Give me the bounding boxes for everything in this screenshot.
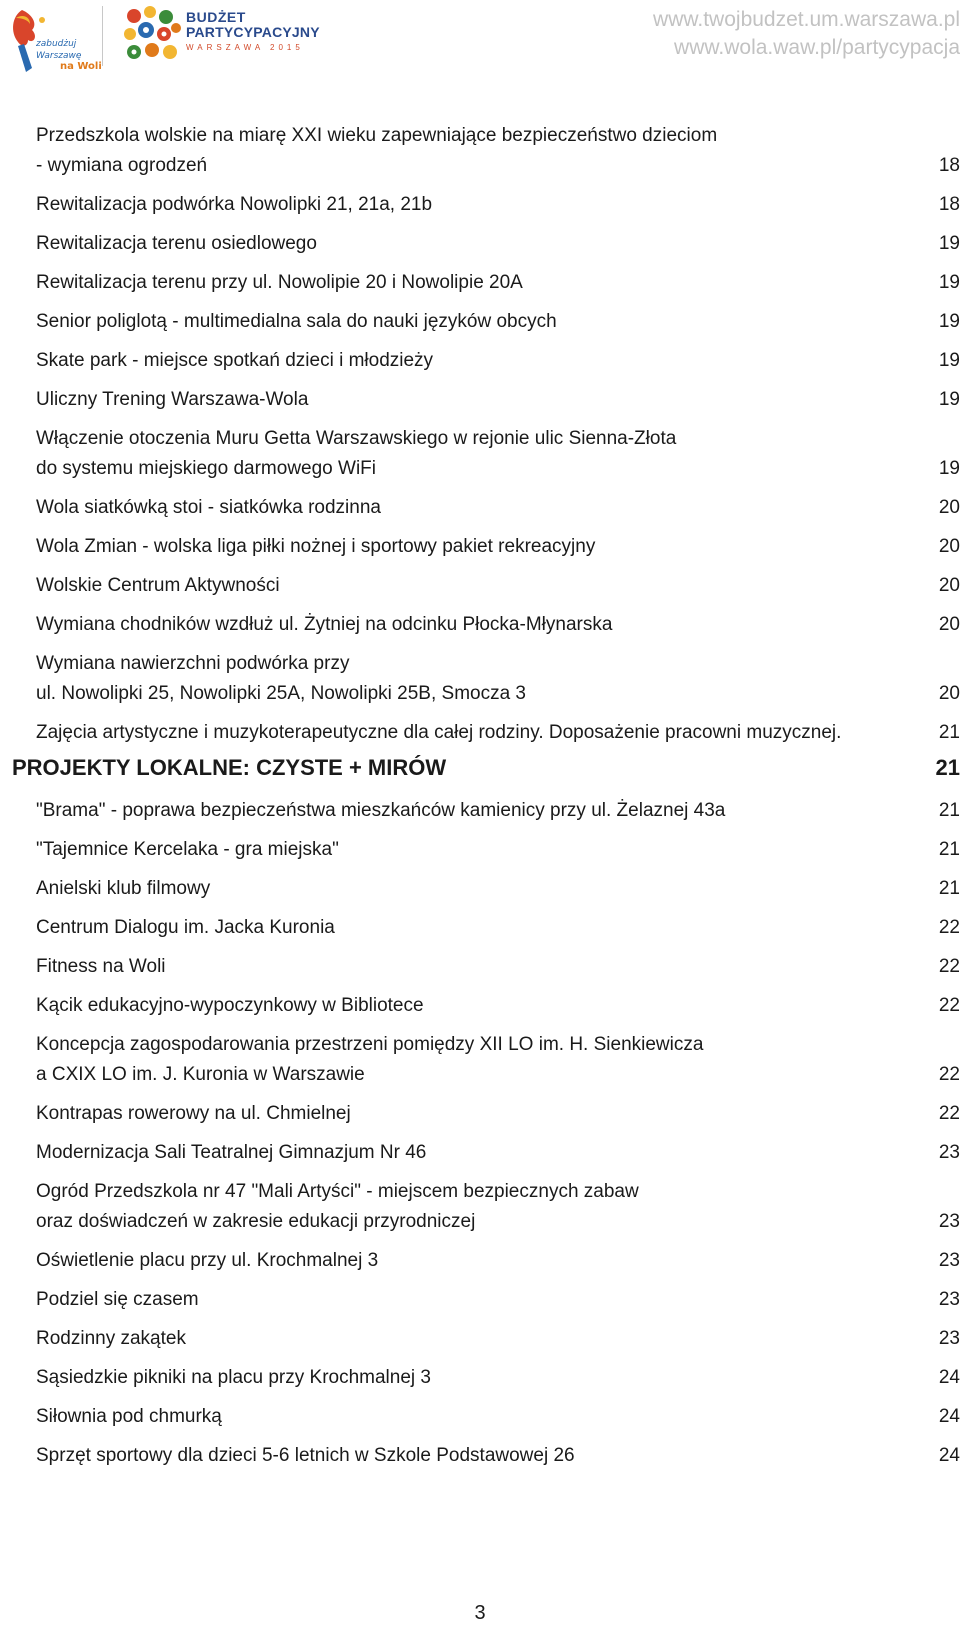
toc-page-number: 22 [938, 1103, 960, 1124]
toc-entry-line: Fitness na Woli [36, 956, 166, 977]
toc-entry-title [0, 1363, 960, 1393]
page-number: 3 [474, 1602, 486, 1624]
toc-entry-line: Wymiana chodników wzdłuż ul. Żytniej na odcinku Płocka-Młynarska [36, 614, 613, 635]
toc-entry-line: Wola siatkówką stoi - siatkówka rodzinna [36, 497, 381, 518]
toc-entry-title [0, 1246, 960, 1276]
svg-text:na Woli: na Woli [60, 61, 102, 72]
toc-page-number: 20 [938, 575, 960, 596]
toc-entry-line: "Brama" - poprawa bezpieczeństwa mieszkańców kamienicy przy ul. Żelaznej 43a [36, 800, 726, 821]
toc-entry[interactable] [0, 1402, 960, 1432]
toc-page-number: 23 [938, 1328, 960, 1349]
toc-entry[interactable] [0, 571, 960, 601]
toc-page-number: 23 [938, 1250, 960, 1271]
toc-entry-line: Senior poliglotą - multimedialna sala do nauki języków obcych [36, 311, 557, 332]
toc-entry[interactable] [0, 1246, 960, 1276]
toc-entry-line: PROJEKTY LOKALNE: CZYSTE + MIRÓW [12, 755, 447, 780]
toc-entry-title [0, 229, 960, 259]
toc-entry-line: Centrum Dialogu im. Jacka Kuronia [36, 917, 335, 938]
toc-entry[interactable] [0, 649, 960, 709]
budzet-flower-logo-icon [120, 4, 182, 66]
toc-entry-title [0, 835, 960, 865]
toc-entry[interactable] [0, 952, 960, 982]
toc-page-number: 19 [938, 311, 960, 332]
toc-entry-title [0, 1285, 960, 1315]
toc-page-number: 19 [938, 350, 960, 371]
toc-entry-title [0, 649, 960, 709]
budzet-logo-text [186, 10, 320, 55]
toc-entry-line: Siłownia pod chmurką [36, 1406, 222, 1427]
toc-page-number: 22 [938, 917, 960, 938]
toc-entry-title [0, 718, 960, 748]
toc-page-number: 21 [935, 755, 960, 780]
toc-entry[interactable] [0, 1441, 960, 1471]
toc-page-number: 24 [938, 1367, 960, 1388]
toc-entry-line: Uliczny Trening Warszawa-Wola [36, 389, 309, 410]
toc-entry[interactable] [0, 424, 960, 484]
toc-page-number: 21 [938, 878, 960, 899]
toc-entry-title [0, 1441, 960, 1471]
toc-page-number: 20 [938, 683, 960, 704]
toc-entry[interactable] [0, 1138, 960, 1168]
toc-entry-line: oraz doświadczeń w zakresie edukacji przyrodniczej [36, 1211, 476, 1232]
toc-entry-line: Rewitalizacja terenu przy ul. Nowolipie 20 i Nowolipie 20A [36, 272, 523, 293]
toc-entry-title [0, 424, 960, 484]
table-of-contents [0, 121, 960, 1471]
toc-entry-line: "Tajemnice Kercelaka - gra miejska" [36, 839, 339, 860]
toc-entry-title [0, 571, 960, 601]
toc-entry[interactable] [0, 229, 960, 259]
toc-entry[interactable] [0, 718, 960, 748]
toc-entry-line: Rodzinny zakątek [36, 1328, 186, 1349]
toc-entry[interactable] [0, 913, 960, 943]
toc-entry-title [0, 1402, 960, 1432]
toc-entry-line: Kontrapas rowerowy na ul. Chmielnej [36, 1103, 351, 1124]
toc-entry-title [0, 493, 960, 523]
logo-line-2: PARTYCYPACYJNY [186, 24, 320, 40]
svg-text:Warszawę: Warszawę [36, 51, 82, 61]
toc-section-heading[interactable] [0, 753, 960, 783]
url-wola[interactable]: www.wola.waw.pl/partycypacja [674, 36, 960, 59]
toc-entry-line: Koncepcja zagospodarowania przestrzeni pomiędzy XII LO im. H. Sienkiewicza [36, 1034, 704, 1055]
toc-entry-title [0, 346, 960, 376]
toc-entry-title [0, 1030, 960, 1090]
logo-line-3: WARSZAWA 2015 [186, 43, 304, 52]
toc-entry-line: Sąsiedzkie pikniki na placu przy Krochmalnej 3 [36, 1367, 431, 1388]
toc-page-number: 24 [938, 1406, 960, 1427]
toc-entry-title [0, 753, 960, 783]
toc-page-number: 19 [938, 233, 960, 254]
toc-entry-title [0, 796, 960, 826]
toc-entry-title [0, 913, 960, 943]
toc-entry-line: Anielski klub filmowy [36, 878, 211, 899]
header-urls [653, 6, 960, 62]
toc-entry[interactable] [0, 796, 960, 826]
toc-page-number: 18 [938, 194, 960, 215]
toc-entry-line: ul. Nowolipki 25, Nowolipki 25A, Nowolipki 25B, Smocza 3 [36, 683, 527, 704]
toc-page-number: 18 [938, 155, 960, 176]
toc-entry-line: Podziel się czasem [36, 1289, 199, 1310]
toc-page-number: 19 [938, 272, 960, 293]
toc-page-number: 19 [938, 389, 960, 410]
svg-text:zabudżuj: zabudżuj [36, 39, 77, 49]
toc-entry-title [0, 190, 960, 220]
toc-entry-title [0, 991, 960, 1021]
toc-entry-line: Przedszkola wolskie na miarę XXI wieku zapewniające bezpieczeństwo dzieciom [36, 125, 718, 146]
toc-entry[interactable] [0, 190, 960, 220]
toc-entry[interactable] [0, 1099, 960, 1129]
zabudzuj-logo-icon [8, 6, 102, 72]
toc-page-number: 23 [938, 1211, 960, 1232]
toc-page-number: 23 [938, 1289, 960, 1310]
toc-page-number: 20 [938, 497, 960, 518]
logo-line-1: BUDŻET [186, 9, 246, 25]
header-divider [102, 6, 103, 66]
toc-entry[interactable] [0, 493, 960, 523]
toc-page-number: 21 [938, 722, 960, 743]
toc-page-number: 20 [938, 536, 960, 557]
toc-entry-line: Oświetlenie placu przy ul. Krochmalnej 3 [36, 1250, 379, 1271]
toc-page-number: 21 [938, 800, 960, 821]
toc-entry-line: Rewitalizacja terenu osiedlowego [36, 233, 317, 254]
url-twojbudzet[interactable]: www.twojbudzet.um.warszawa.pl [653, 8, 960, 31]
toc-entry-title [0, 385, 960, 415]
toc-entry-title [0, 610, 960, 640]
toc-page-number: 22 [938, 956, 960, 977]
toc-entry-line: - wymiana ogrodzeń [36, 155, 208, 176]
toc-entry-title [0, 874, 960, 904]
toc-entry[interactable] [0, 121, 960, 181]
toc-entry[interactable] [0, 1285, 960, 1315]
toc-entry-line: Kącik edukacyjno-wypoczynkowy w Bibliotece [36, 995, 424, 1016]
toc-entry[interactable] [0, 835, 960, 865]
toc-entry[interactable] [0, 874, 960, 904]
toc-entry-title [0, 121, 960, 181]
toc-entry-line: Wola Zmian - wolska liga piłki nożnej i sportowy pakiet rekreacyjny [36, 536, 596, 557]
toc-page-number: 22 [938, 995, 960, 1016]
toc-entry-title [0, 952, 960, 982]
toc-entry-title [0, 1099, 960, 1129]
toc-page-number: 24 [938, 1445, 960, 1466]
toc-entry-line: Wymiana nawierzchni podwórka przy [36, 653, 350, 674]
toc-entry-line: Wolskie Centrum Aktywności [36, 575, 280, 596]
toc-entry-line: Sprzęt sportowy dla dzieci 5-6 letnich w Szkole Podstawowej 26 [36, 1445, 575, 1466]
toc-entry-line: Włączenie otoczenia Muru Getta Warszawskiego w rejonie ulic Sienna-Złota [36, 428, 677, 449]
toc-entry[interactable] [0, 991, 960, 1021]
toc-entry-line: a CXIX LO im. J. Kuronia w Warszawie [36, 1064, 365, 1085]
toc-entry-line: do systemu miejskiego darmowego WiFi [36, 458, 377, 479]
toc-entry-title [0, 532, 960, 562]
toc-entry[interactable] [0, 532, 960, 562]
page-header [0, 0, 960, 80]
toc-entry[interactable] [0, 346, 960, 376]
toc-entry-line: Skate park - miejsce spotkań dzieci i młodzieży [36, 350, 434, 371]
toc-entry-line: Zajęcia artystyczne i muzykoterapeutyczne dla całej rodziny. Doposażenie pracowni muzycznej. [36, 722, 842, 743]
toc-page-number: 19 [938, 458, 960, 479]
toc-entry[interactable] [0, 1030, 960, 1090]
toc-entry[interactable] [0, 307, 960, 337]
toc-entry[interactable] [0, 1363, 960, 1393]
toc-entry[interactable] [0, 268, 960, 298]
toc-entry[interactable] [0, 1324, 960, 1354]
toc-entry-line: Rewitalizacja podwórka Nowolipki 21, 21a, 21b [36, 194, 433, 215]
toc-entry-title [0, 1138, 960, 1168]
toc-page-number: 21 [938, 839, 960, 860]
toc-entry-title [0, 1324, 960, 1354]
toc-entry-line: Ogród Przedszkola nr 47 "Mali Artyści" - miejscem bezpiecznych zabaw [36, 1181, 639, 1202]
toc-page-number: 22 [938, 1064, 960, 1085]
toc-entry-title [0, 268, 960, 298]
toc-entry[interactable] [0, 610, 960, 640]
toc-entry[interactable] [0, 385, 960, 415]
toc-entry-title [0, 1177, 960, 1237]
toc-page-number: 20 [938, 614, 960, 635]
toc-entry-line: Modernizacja Sali Teatralnej Gimnazjum Nr 46 [36, 1142, 427, 1163]
toc-entry-title [0, 307, 960, 337]
toc-entry[interactable] [0, 1177, 960, 1237]
toc-page-number: 23 [938, 1142, 960, 1163]
